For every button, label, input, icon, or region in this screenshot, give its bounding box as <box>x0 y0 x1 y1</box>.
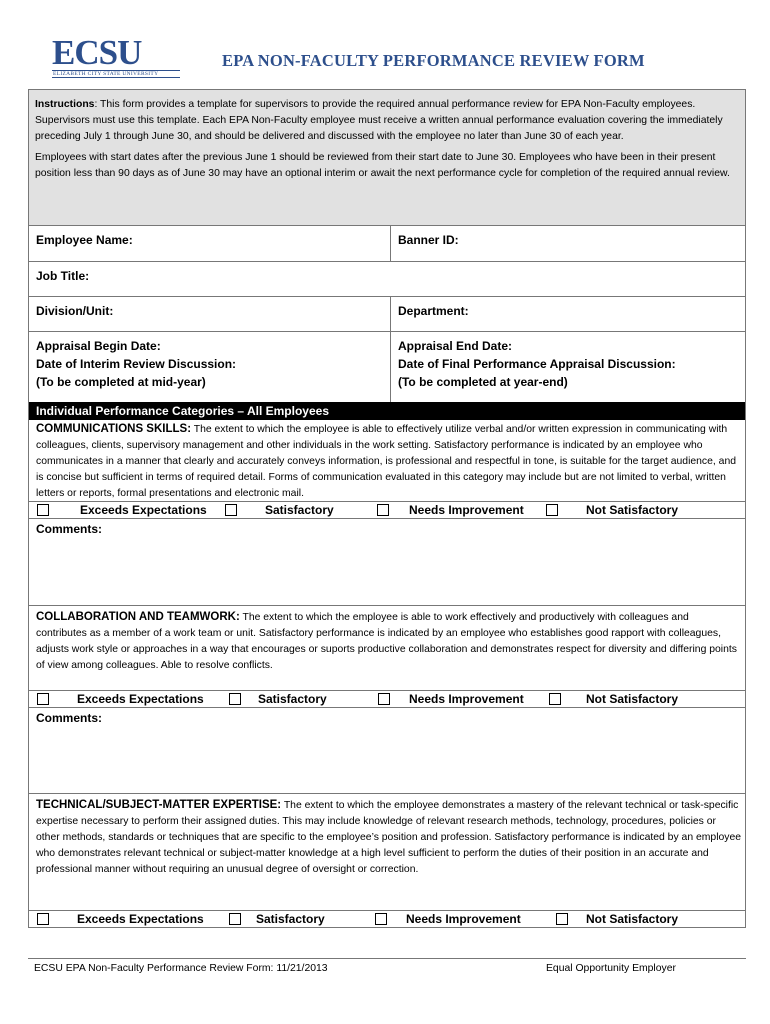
not-satisfactory-checkbox[interactable] <box>549 693 561 705</box>
communications-rating <box>29 501 745 519</box>
satisfactory-checkbox[interactable] <box>225 504 237 516</box>
exceeds-label: Exceeds Expectations <box>80 503 207 517</box>
needs-improvement-label: Needs Improvement <box>406 912 521 926</box>
footer-divider <box>28 958 746 959</box>
department-field[interactable]: Department: <box>398 304 469 318</box>
exceeds-label: Exceeds Expectations <box>77 692 204 706</box>
communications-heading: COMMUNICATIONS SKILLS: <box>36 423 192 435</box>
exceeds-label: Exceeds Expectations <box>77 912 204 926</box>
job-title-row <box>29 262 745 297</box>
final-note: (To be completed at year-end) <box>398 375 568 389</box>
not-satisfactory-label: Not Satisfactory <box>586 912 679 926</box>
section-header: Individual Performance Categories – All Employees <box>29 402 745 420</box>
review-form <box>28 89 746 928</box>
needs-improvement-label: Needs Improvement <box>409 692 524 706</box>
logo-wordmark: ECSU <box>52 33 142 72</box>
satisfactory-label: Satisfactory <box>265 503 334 517</box>
not-satisfactory-checkbox[interactable] <box>556 913 568 925</box>
final-review-label: Date of Final Performance Appraisal Discussion: <box>398 357 676 371</box>
employee-name-field[interactable]: Employee Name: <box>29 226 391 261</box>
needs-improvement-checkbox[interactable] <box>375 913 387 925</box>
division-row <box>29 297 745 332</box>
section-divider <box>29 793 745 794</box>
technical-description: TECHNICAL/SUBJECT-MATTER EXPERTISE: The extent to which the employee demonstrates a mastery of the relevant technical or task-specific expertise necessary to perform their assigned duties. This may include knowledge of relevant research methods, technology, procedures, policies or other methods, standards or techniques that are specific to the employee’s position and profession. Satisfactory performance is indicated by an employee who demonstrates relevant technical or subject-matter knowledge at a high level sufficient to perform the duties of their position in an accurate and professional manner without requiring an unusual degree of oversight or correction. <box>36 799 742 875</box>
collaboration-description: COLLABORATION AND TEAMWORK: The extent to which the employee is able to work effectively and productively with colleagues and contributes as a member of a work team or unit. Satisfactory performance is indicated by an employee who establishes good rapport with colleagues, adjusts work style or approaches in a way that encourages or suports productive collaboration and demonstrates respect for diversity and differing points of view among colleagues. Able to resolve conflicts. <box>36 611 737 671</box>
needs-improvement-label: Needs Improvement <box>409 503 524 517</box>
exceeds-checkbox[interactable] <box>37 693 49 705</box>
form-title: EPA NON-FACULTY PERFORMANCE REVIEW FORM <box>222 51 645 70</box>
job-title-field[interactable]: Job Title: <box>36 269 90 283</box>
interim-review-label: Date of Interim Review Discussion: <box>36 357 237 371</box>
satisfactory-checkbox[interactable] <box>229 693 241 705</box>
division-unit-field[interactable]: Division/Unit: <box>29 297 391 331</box>
instructions-box <box>29 90 745 226</box>
interim-note: (To be completed at mid-year) <box>36 375 206 389</box>
instructions-para-1: Instructions: This form provides a template for supervisors to provide the required annual performance review for EPA Non-Faculty employees. Supervisors must use this template. Each EPA Non-Faculty employee must receive a written annual performance evaluation covering the immediately preceding July 1 through June 30, and should be delivered and discussed with the employee no later than June 30 of each year. <box>35 99 723 142</box>
not-satisfactory-label: Not Satisfactory <box>586 692 679 706</box>
technical-rating <box>29 910 745 928</box>
collaboration-comments-label: Comments: <box>36 711 103 725</box>
appraisal-begin-label: Appraisal Begin Date: <box>36 339 161 353</box>
appraisal-dates-row <box>29 332 745 402</box>
logo-subtext: ELIZABETH CITY STATE UNIVERSITY <box>52 70 180 78</box>
not-satisfactory-label: Not Satisfactory <box>586 503 679 517</box>
communications-comments-label: Comments: <box>36 522 103 536</box>
needs-improvement-checkbox[interactable] <box>378 693 390 705</box>
footer-form-id: ECSU EPA Non-Faculty Performance Review Form: 11/21/2013 <box>34 963 328 974</box>
satisfactory-label: Satisfactory <box>258 692 327 706</box>
satisfactory-checkbox[interactable] <box>229 913 241 925</box>
footer-eoe: Equal Opportunity Employer <box>546 963 676 974</box>
appraisal-end-cell[interactable] <box>391 332 745 402</box>
exceeds-checkbox[interactable] <box>37 913 49 925</box>
exceeds-checkbox[interactable] <box>37 504 49 516</box>
employee-row <box>29 226 745 262</box>
section-divider <box>29 605 745 606</box>
appraisal-begin-cell[interactable] <box>29 332 391 402</box>
not-satisfactory-checkbox[interactable] <box>546 504 558 516</box>
communications-description: COMMUNICATIONS SKILLS: The extent to which the employee is able to effectively utilize verbal and/or written expression in communicating with colleagues, clients, supervisory management and other individuals in the work setting. Satisfactory performance is indicated by an employee who communicates in a manner that clearly and accurately conveys information, is professional and respectful in tone, is suitable for the target audience, and is concise but sufficient in terms of required detail. Forms of communication evaluated in this category may include but are not limited to verbal, written letters or reports, formal presentations and electronic mail. <box>36 423 737 499</box>
collaboration-heading: COLLABORATION AND TEAMWORK: <box>36 611 240 623</box>
instructions-para-2: Employees with start dates after the previous June 1 should be reviewed from their start date to June 30. Employees who have been in their present position less than 90 days as of June 30 may have an optional interim or await the next performance cycle for completion of the required annual review. <box>35 152 730 180</box>
banner-id-field[interactable]: Banner ID: <box>398 233 459 247</box>
collaboration-rating <box>29 690 745 708</box>
satisfactory-label: Satisfactory <box>256 912 325 926</box>
appraisal-end-label: Appraisal End Date: <box>398 339 513 353</box>
technical-heading: TECHNICAL/SUBJECT-MATTER EXPERTISE: <box>36 799 282 811</box>
ecsu-logo <box>52 33 180 78</box>
needs-improvement-checkbox[interactable] <box>377 504 389 516</box>
instructions-label: Instructions <box>35 99 95 110</box>
